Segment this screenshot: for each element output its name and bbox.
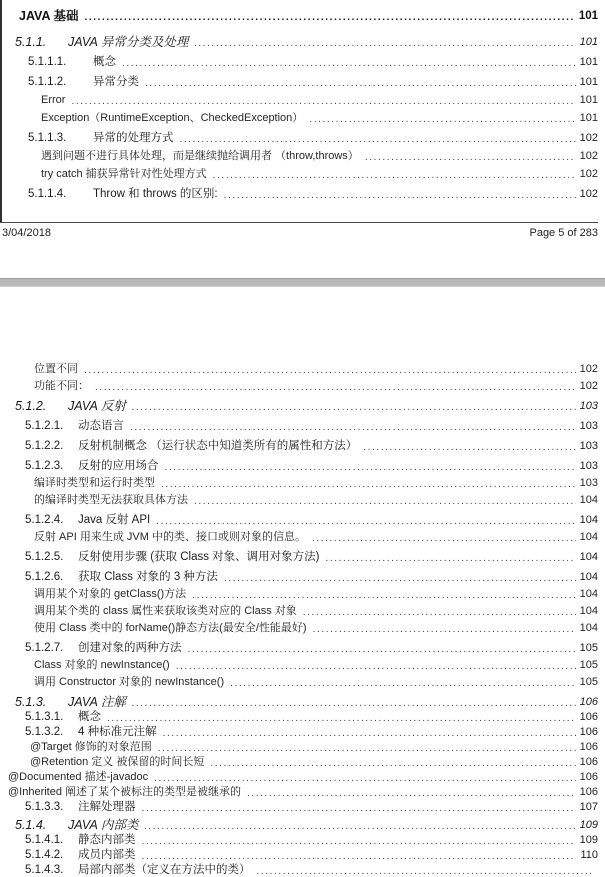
pdf-page-5 (0, 0, 605, 239)
toc-entry[interactable] (0, 601, 605, 618)
toc-leader-dots (224, 573, 576, 585)
toc-leader-dots (176, 661, 576, 672)
toc-entry-title: 的编译时类型无法获取具体方法 (34, 494, 188, 507)
toc-entry-number: 5.1.4.1. (25, 834, 78, 847)
toc-leader-dots (145, 78, 576, 90)
footer-text-row (0, 223, 605, 239)
toc-leader-dots (156, 516, 575, 528)
toc-entry-number: 5.1.2.6. (25, 571, 78, 584)
toc-leader-dots (142, 851, 577, 863)
toc-entry[interactable] (0, 181, 605, 201)
toc-leader-dots (309, 114, 575, 125)
page-footer (0, 222, 605, 239)
toc-entry[interactable] (0, 655, 605, 672)
toc-entry-title: 静态内部类 (78, 834, 136, 847)
toc-entry-number: 5.1.3. (15, 695, 68, 709)
toc-leader-dots (326, 553, 576, 565)
toc-entry-title: Class 对象的 newInstance() (34, 659, 170, 672)
toc-entry-page: 105 (580, 676, 598, 689)
toc-entry-title: 获取 Class 对象的 3 种方法 (78, 571, 218, 584)
toc-entry-number: 5.1.4.2. (25, 849, 78, 862)
toc-entry-title: JAVA 反射 (68, 399, 126, 413)
toc-leader-dots (163, 728, 576, 740)
toc-entry-page: 104 (580, 588, 598, 601)
toc-entry-page: 106 (580, 741, 598, 754)
page-left-edge-line (0, 0, 2, 222)
toc-entry[interactable] (0, 145, 605, 163)
toc-entry-page: 105 (580, 659, 598, 672)
toc-leader-dots (363, 442, 575, 454)
toc-entry-title: 反射的应用场合 (78, 460, 159, 473)
toc-entry[interactable] (0, 564, 605, 584)
toc-entry-page: 102 (580, 380, 598, 393)
toc-entry[interactable] (0, 5, 605, 23)
toc-entry-number: 5.1.3.2. (25, 726, 78, 739)
toc-entry[interactable] (0, 754, 605, 769)
toc-entry-number: 5.1.2.3. (25, 460, 78, 473)
toc-entry-number: 5.1.1.3. (28, 132, 93, 145)
toc-entry-number: 5.1.2.1. (25, 420, 78, 433)
toc-entry[interactable] (0, 23, 605, 49)
toc-entry-title: 使用 Class 类中的 forName()静态方法(最安全/性能最好) (34, 622, 307, 635)
toc-leader-dots (107, 713, 576, 725)
page-break-separator (0, 278, 605, 287)
toc-entry-title: 调用 Constructor 对象的 newInstance() (34, 676, 224, 689)
toc-entry-page: 102 (580, 363, 598, 376)
toc-entry-title: 功能不同： (34, 380, 89, 393)
toc-entry-number: 5.1.2.7. (25, 642, 78, 655)
toc-leader-dots (71, 96, 575, 107)
toc-entry[interactable] (0, 739, 605, 754)
toc-entry[interactable] (0, 527, 605, 544)
toc-entry-title: 局部内部类（定义在方法中的类） (78, 864, 251, 877)
toc-entry[interactable] (0, 799, 605, 814)
toc-entry-page: 106 (580, 696, 598, 709)
toc-leader-dots (194, 36, 575, 49)
toc-leader-dots (210, 758, 575, 769)
toc-entry-page: 104 (580, 531, 598, 544)
toc-entry-title: @Retention 定义 被保留的时间长短 (30, 756, 204, 769)
toc-entry-page: 103 (580, 420, 598, 433)
toc-entry-page: 103 (580, 477, 598, 490)
toc-entry-page: 105 (580, 642, 598, 655)
toc-entry[interactable] (0, 507, 605, 527)
toc-entry-title: 成员内部类 (78, 849, 136, 862)
toc-entry-page: 102 (580, 132, 598, 145)
toc-entry[interactable] (0, 862, 605, 877)
toc-entry-number: 5.1.4.3. (25, 864, 78, 877)
toc-entry-title: 反射使用步骤 (获取 Class 对象、调用对象方法) (78, 551, 320, 564)
toc-leader-dots (84, 365, 576, 376)
toc-entry-title: @Documented 描述-javadoc (8, 771, 148, 784)
footer-date: 3/04/2018 (2, 227, 51, 239)
toc-entry[interactable] (0, 724, 605, 739)
toc-leader-dots (247, 788, 576, 799)
toc-entry-number: 5.1.2.4. (25, 514, 78, 527)
toc-entry-number: 5.1.3.3. (25, 801, 78, 814)
toc-entry-number: 5.1.2. (15, 399, 68, 413)
pdf-page-6 (0, 287, 605, 877)
toc-entry[interactable] (0, 393, 605, 413)
toc-entry-page: 104 (580, 571, 598, 584)
toc-entry-title: Throw 和 throws 的区别: (93, 188, 218, 201)
toc-entry-page: 106 (580, 771, 598, 784)
toc-entry-page: 104 (580, 605, 598, 618)
toc-entry-number: 5.1.1.4. (28, 188, 93, 201)
toc-entry-number: 5.1.3.1. (25, 711, 78, 724)
toc-entry-page: 106 (580, 756, 598, 769)
toc-leader-dots (312, 533, 576, 544)
toc-entry-number: 5.1.2.5. (25, 551, 78, 564)
toc-entry-page: 102 (580, 150, 598, 163)
toc-entry[interactable] (0, 635, 605, 655)
toc-leader-dots (313, 624, 576, 635)
toc-leader-dots (188, 644, 576, 656)
toc-entry-page: 104 (580, 514, 598, 527)
toc-entry-title: 注解处理器 (78, 801, 136, 814)
toc-entry-page: 101 (580, 56, 598, 69)
toc-entry-title: 动态语言 (78, 420, 124, 433)
toc-leader-dots (130, 422, 576, 434)
toc-entry-page: 109 (580, 834, 598, 847)
toc-leader-dots (161, 479, 576, 490)
toc-entry[interactable] (0, 672, 605, 689)
toc-entry-number: 5.1.1. (15, 35, 68, 49)
toc-entry[interactable] (0, 107, 605, 125)
toc-entry-page: 102 (580, 188, 598, 201)
toc-leader-dots (142, 803, 576, 815)
toc-entry-title: JAVA 注解 (68, 695, 126, 709)
toc-entry[interactable] (0, 69, 605, 89)
toc-entry-title: 位置不同 (34, 363, 78, 376)
toc-entry-page: 101 (580, 94, 598, 107)
toc-entry-page: 101 (580, 112, 598, 125)
toc-entry-title: 异常分类 (93, 76, 139, 89)
toc-entry[interactable] (0, 814, 605, 832)
toc-entry[interactable] (0, 618, 605, 635)
toc-leader-dots (303, 607, 576, 618)
toc-leader-dots (95, 382, 576, 393)
toc-leader-dots (122, 58, 576, 70)
toc-entry-page: 103 (580, 460, 598, 473)
toc-entry-page: 110 (580, 849, 598, 862)
toc-entry-title: 调用某个类的 class 属性来获取该类对应的 Class 对象 (34, 605, 297, 618)
toc-entry[interactable] (0, 490, 605, 507)
toc-entry-title: Java 反射 API (78, 514, 150, 527)
toc-entry-title: JAVA 异常分类及处理 (68, 35, 188, 49)
toc-entry-page: 103 (580, 440, 598, 453)
toc-entry-number: 5.1.4. (15, 818, 68, 832)
toc-leader-dots (365, 152, 576, 163)
toc-entry-title: 编译时类型和运行时类型 (34, 477, 155, 490)
toc-entry-title: 调用某个对象的 getClass()方法 (34, 588, 186, 601)
toc-entry-title: @Inherited 阐述了某个被标注的类型是被继承的 (8, 786, 241, 799)
toc-entry-title: 反射 API 用来生成 JVM 中的类、接口或则对象的信息。 (34, 531, 306, 544)
toc-entry-title: 概念 (93, 56, 116, 69)
toc-entry-title: @Target 修饰的对象范围 (30, 741, 152, 754)
toc-entry[interactable] (0, 473, 605, 490)
toc-entry-page: 101 (580, 76, 598, 89)
toc-entry-page: 107 (580, 801, 598, 814)
toc-entry-page: 101 (580, 36, 598, 49)
toc-entry-title: 遇到问题不进行具体处理，而是继续抛给调用者 （throw,throws） (41, 150, 359, 163)
toc-leader-dots (192, 590, 575, 601)
toc-entry-title: try catch 捕获异常针对性处理方式 (41, 168, 207, 181)
toc-entry-page: 106 (580, 726, 598, 739)
toc-leader-dots (224, 190, 576, 202)
toc-entry-title: Error (41, 94, 65, 107)
toc-entry-number: 5.1.2.2. (25, 440, 78, 453)
toc-entry-title: 概念 (78, 711, 101, 724)
toc-leader-dots (165, 462, 576, 474)
toc-entry-title: Exception（RuntimeException、CheckedException） (41, 112, 303, 125)
toc-leader-dots (158, 743, 576, 754)
toc-entry-page: 106 (580, 711, 598, 724)
toc-entry[interactable] (0, 125, 605, 145)
toc-list-page-5 (0, 0, 605, 201)
toc-leader-dots (154, 773, 575, 784)
toc-list-page-6 (0, 354, 605, 877)
toc-leader-dots (132, 696, 576, 709)
toc-leader-dots (85, 10, 575, 23)
toc-entry-title: JAVA 内部类 (68, 818, 138, 832)
toc-entry-title: 反射机制概念 （运行状态中知道类所有的属性和方法） (78, 440, 357, 453)
toc-entry[interactable] (0, 584, 605, 601)
toc-entry[interactable] (0, 709, 605, 724)
toc-entry[interactable] (0, 769, 605, 784)
toc-entry[interactable] (0, 847, 605, 862)
toc-leader-dots (230, 678, 576, 689)
toc-entry-page: 104 (580, 494, 598, 507)
toc-entry-number: 5.1.1.1. (28, 56, 93, 69)
toc-leader-dots (194, 496, 576, 507)
toc-entry-page: 104 (580, 622, 598, 635)
toc-leader-dots (257, 866, 595, 877)
toc-entry[interactable] (0, 413, 605, 433)
toc-entry[interactable] (0, 832, 605, 847)
toc-entry[interactable] (0, 163, 605, 181)
toc-entry[interactable] (0, 784, 605, 799)
toc-entry[interactable] (0, 376, 605, 393)
toc-entry[interactable] (0, 49, 605, 69)
toc-entry[interactable] (0, 689, 605, 709)
toc-entry[interactable] (0, 544, 605, 564)
toc-entry[interactable] (0, 359, 605, 376)
toc-entry-title: 4 种标准元注解 (78, 726, 157, 739)
footer-page-label: Page 5 of 283 (529, 227, 598, 239)
toc-entry[interactable] (0, 433, 605, 453)
toc-leader-dots (180, 134, 576, 146)
toc-leader-dots (213, 170, 576, 181)
toc-entry-title: JAVA 基础 (19, 9, 79, 23)
toc-entry-page: 109 (580, 819, 598, 832)
toc-entry[interactable] (0, 89, 605, 107)
toc-entry-page: 103 (580, 400, 598, 413)
toc-leader-dots (142, 836, 576, 848)
toc-leader-dots (144, 819, 575, 832)
toc-leader-dots (132, 400, 576, 413)
toc-entry-page: 104 (580, 551, 598, 564)
toc-entry-title: 异常的处理方式 (93, 132, 174, 145)
toc-entry-page: 101 (579, 10, 598, 23)
toc-entry-page: 102 (580, 168, 598, 181)
toc-entry-title: 创建对象的两种方法 (78, 642, 182, 655)
toc-entry-page: 106 (580, 786, 598, 799)
toc-entry[interactable] (0, 453, 605, 473)
toc-entry-number: 5.1.1.2. (28, 76, 93, 89)
